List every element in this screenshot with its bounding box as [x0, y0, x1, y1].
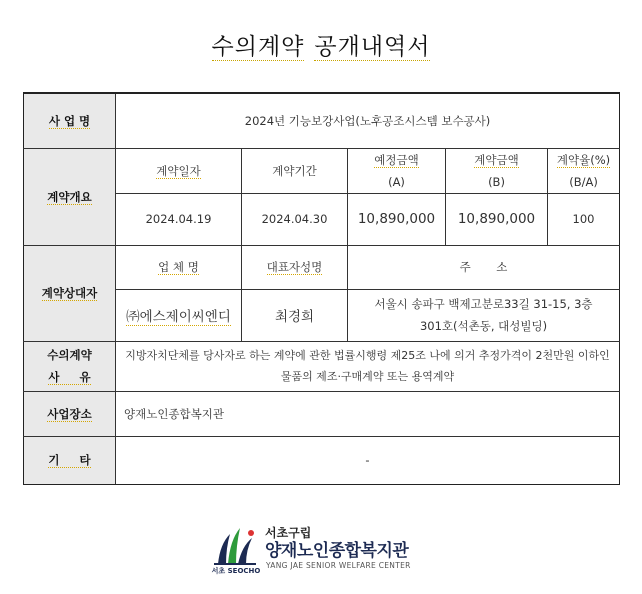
value-contract-date: 2024.04.19: [116, 193, 242, 245]
title-part2: 공개내역서: [314, 34, 431, 60]
value-address: 서울시 송파구 백제고분로33길 31-15, 3층 301호(석촌동, 대성빌딩): [348, 289, 620, 341]
reason-text: 지방자치단체를 당사자로 하는 계약에 관한 법률시행령 제25조 나에 의거 추정가격이 2천만원 이하인 물품의 제조·구매계약 또는 용역계약: [116, 341, 620, 391]
header-contract-rate: 계약율(%) (B/A): [548, 148, 620, 193]
value-representative: 최경희: [242, 289, 348, 341]
overview-header-row: [24, 148, 620, 193]
header-contract-amount: 계약금액 (B): [446, 148, 548, 193]
project-label: 사 업 명: [24, 93, 116, 148]
overview-label: 계약개요: [24, 148, 116, 245]
organization-logo: [210, 522, 440, 578]
header-representative: 대표자성명: [242, 245, 348, 289]
header-address: 주 소: [348, 245, 620, 289]
party-label: 계약상대자: [24, 245, 116, 341]
title-part1: 수의계약: [211, 34, 305, 60]
logo-english-name: YANG JAE SENIOR WELFARE CENTER: [266, 561, 411, 570]
value-estimated-amount: 10,890,000: [348, 193, 446, 245]
reason-row: [24, 341, 620, 391]
seocho-label: 서초 SEOCHO: [211, 567, 261, 575]
logo-org-name: 양재노인종합복지관: [265, 541, 409, 561]
etc-row: [24, 436, 620, 484]
header-contract-date: 계약일자: [116, 148, 242, 193]
contract-table: [23, 92, 620, 485]
value-contract-rate: 100: [548, 193, 620, 245]
header-contract-period: 계약기간: [242, 148, 348, 193]
etc-label: 기 타: [24, 436, 116, 484]
project-row: [24, 93, 620, 148]
project-value: 2024년 기능보강사업(노후공조시스템 보수공사): [116, 93, 620, 148]
header-company: 업 체 명: [116, 245, 242, 289]
header-estimated-amount: 예정금액 (A): [348, 148, 446, 193]
value-company: ㈜에스제이씨엔디: [116, 289, 242, 341]
logo-district: 서초구립: [265, 526, 312, 540]
place-row: [24, 391, 620, 436]
party-header-row: [24, 245, 620, 289]
place-label: 사업장소: [24, 391, 116, 436]
place-value: 양재노인종합복지관: [116, 391, 620, 436]
reason-label: 수의계약 사 유: [24, 341, 116, 391]
value-contract-amount: 10,890,000: [446, 193, 548, 245]
value-contract-period: 2024.04.30: [242, 193, 348, 245]
document-title: [0, 28, 642, 61]
etc-value: -: [116, 436, 620, 484]
